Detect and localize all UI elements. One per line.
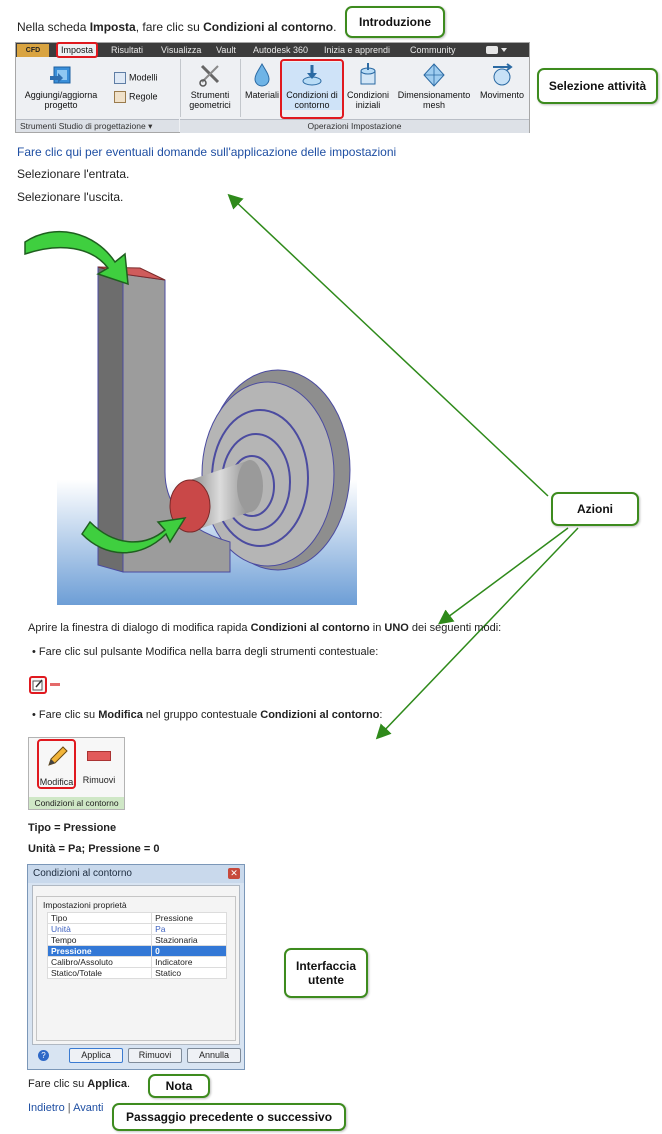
nav-links: Indietro | Avanti: [28, 1102, 104, 1114]
help-link[interactable]: Fare clic qui per eventuali domande sull'applicazione delle impostazioni: [17, 145, 397, 159]
properties-group-label: Impostazioni proprietà: [43, 900, 127, 910]
properties-table: [47, 912, 227, 979]
table-row[interactable]: Tempo Stazionaria: [48, 935, 227, 946]
dimensionamento-mesh-button[interactable]: Dimensionamento mesh: [392, 62, 476, 110]
modifica-button[interactable]: Modifica: [37, 739, 76, 789]
group-label-strumenti[interactable]: Strumenti Studio di progettazione ▾: [16, 119, 179, 132]
forward-link[interactable]: Avanti: [73, 1102, 104, 1114]
group-dropdown-icon: ▾: [148, 121, 153, 131]
table-row[interactable]: Statico/Totale Statico: [48, 968, 227, 979]
remove-button[interactable]: Rimuovi: [128, 1048, 182, 1063]
cancel-button[interactable]: Annulla: [187, 1048, 241, 1063]
arrow-to-open-dialog: [444, 528, 568, 620]
callout-introduzione: Introduzione: [345, 6, 445, 38]
materiali-button[interactable]: Materiali: [240, 62, 284, 100]
callout-azioni: Azioni: [551, 492, 639, 526]
tab-visualizza[interactable]: Visualizza: [161, 45, 202, 55]
remove-bar-icon: [87, 751, 111, 761]
group-label-operazioni: Operazioni Impostazione: [180, 119, 529, 133]
rimuovi-button[interactable]: Rimuovi: [79, 743, 119, 785]
callout-interfaccia: Interfaccia utente: [284, 948, 368, 998]
arrow-to-steps: [233, 199, 548, 496]
remove-icon-button[interactable]: [50, 683, 60, 686]
tab-imposta[interactable]: Imposta: [56, 42, 98, 58]
tab-autodesk-360[interactable]: Autodesk 360: [253, 45, 309, 55]
condizioni-iniziali-button[interactable]: Condizioni iniziali: [344, 62, 392, 110]
back-link[interactable]: Indietro: [28, 1102, 65, 1114]
table-row[interactable]: Calibro/Assoluto Indicatore: [48, 957, 227, 968]
tab-risultati[interactable]: Risultati: [111, 45, 144, 55]
pencil-icon: [44, 744, 70, 770]
context-group-panel: [28, 737, 125, 810]
help-icon[interactable]: ?: [38, 1050, 49, 1061]
modelli-button[interactable]: Modelli: [114, 72, 174, 84]
movimento-button[interactable]: Movimento: [476, 62, 528, 100]
unit-line: Unità = Pa; Pressione = 0: [28, 843, 160, 855]
aggiorna-progetto-button[interactable]: Aggiungi/aggiorna progetto: [22, 62, 100, 110]
bullet-toolbar: • Fare clic sul pulsante Modifica nella barra degli strumenti contestuale:: [32, 646, 379, 658]
apply-button[interactable]: Applica: [69, 1048, 123, 1063]
step-outlet: Selezionare l'uscita.: [17, 190, 124, 204]
regole-button[interactable]: Regole: [114, 91, 174, 103]
callout-nota: Nota: [148, 1074, 210, 1098]
intro-text: Nella scheda Imposta, fare clic su Condizioni al contorno.: [17, 20, 337, 34]
edit-icon-button[interactable]: [29, 676, 47, 694]
tab-community[interactable]: Community: [410, 45, 456, 55]
table-row[interactable]: Pressione 0: [48, 946, 227, 957]
bullet-group: • Fare clic su Modifica nel gruppo contestuale Condizioni al contorno:: [32, 709, 383, 721]
properties-group: [36, 896, 236, 1041]
strumenti-geometrici-button[interactable]: Strumenti geometrici: [182, 62, 238, 110]
table-row[interactable]: Tipo Pressione: [48, 913, 227, 924]
boundary-dialog: [27, 864, 245, 1070]
dialog-body: [32, 885, 240, 1045]
table-row[interactable]: Unità Pa: [48, 924, 227, 935]
context-group-label: Condizioni al contorno: [29, 797, 124, 809]
open-dialog-text: Aprire la finestra di dialogo di modifica rapida Condizioni al contorno in UNO dei seguenti modi:: [28, 622, 502, 634]
close-icon[interactable]: ✕: [228, 868, 240, 879]
apply-instruction: Fare clic su Applica.: [28, 1078, 131, 1090]
tipo-line: Tipo = Pressione: [28, 822, 117, 834]
callout-passaggio: Passaggio precedente o successivo: [112, 1103, 346, 1131]
tab-inizia[interactable]: Inizia e apprendi: [324, 45, 391, 55]
app-badge[interactable]: CFD: [17, 44, 49, 57]
callout-selezione: Selezione attività: [537, 68, 658, 104]
condizioni-contorno-button[interactable]: Condizioni di contorno: [282, 62, 342, 110]
step-inlet: Selezionare l'entrata.: [17, 167, 130, 181]
edit-icon: [31, 678, 45, 692]
dialog-title: Condizioni al contorno: [28, 865, 244, 883]
tab-vault[interactable]: Vault: [216, 45, 236, 55]
context-toolbar: [29, 676, 69, 696]
